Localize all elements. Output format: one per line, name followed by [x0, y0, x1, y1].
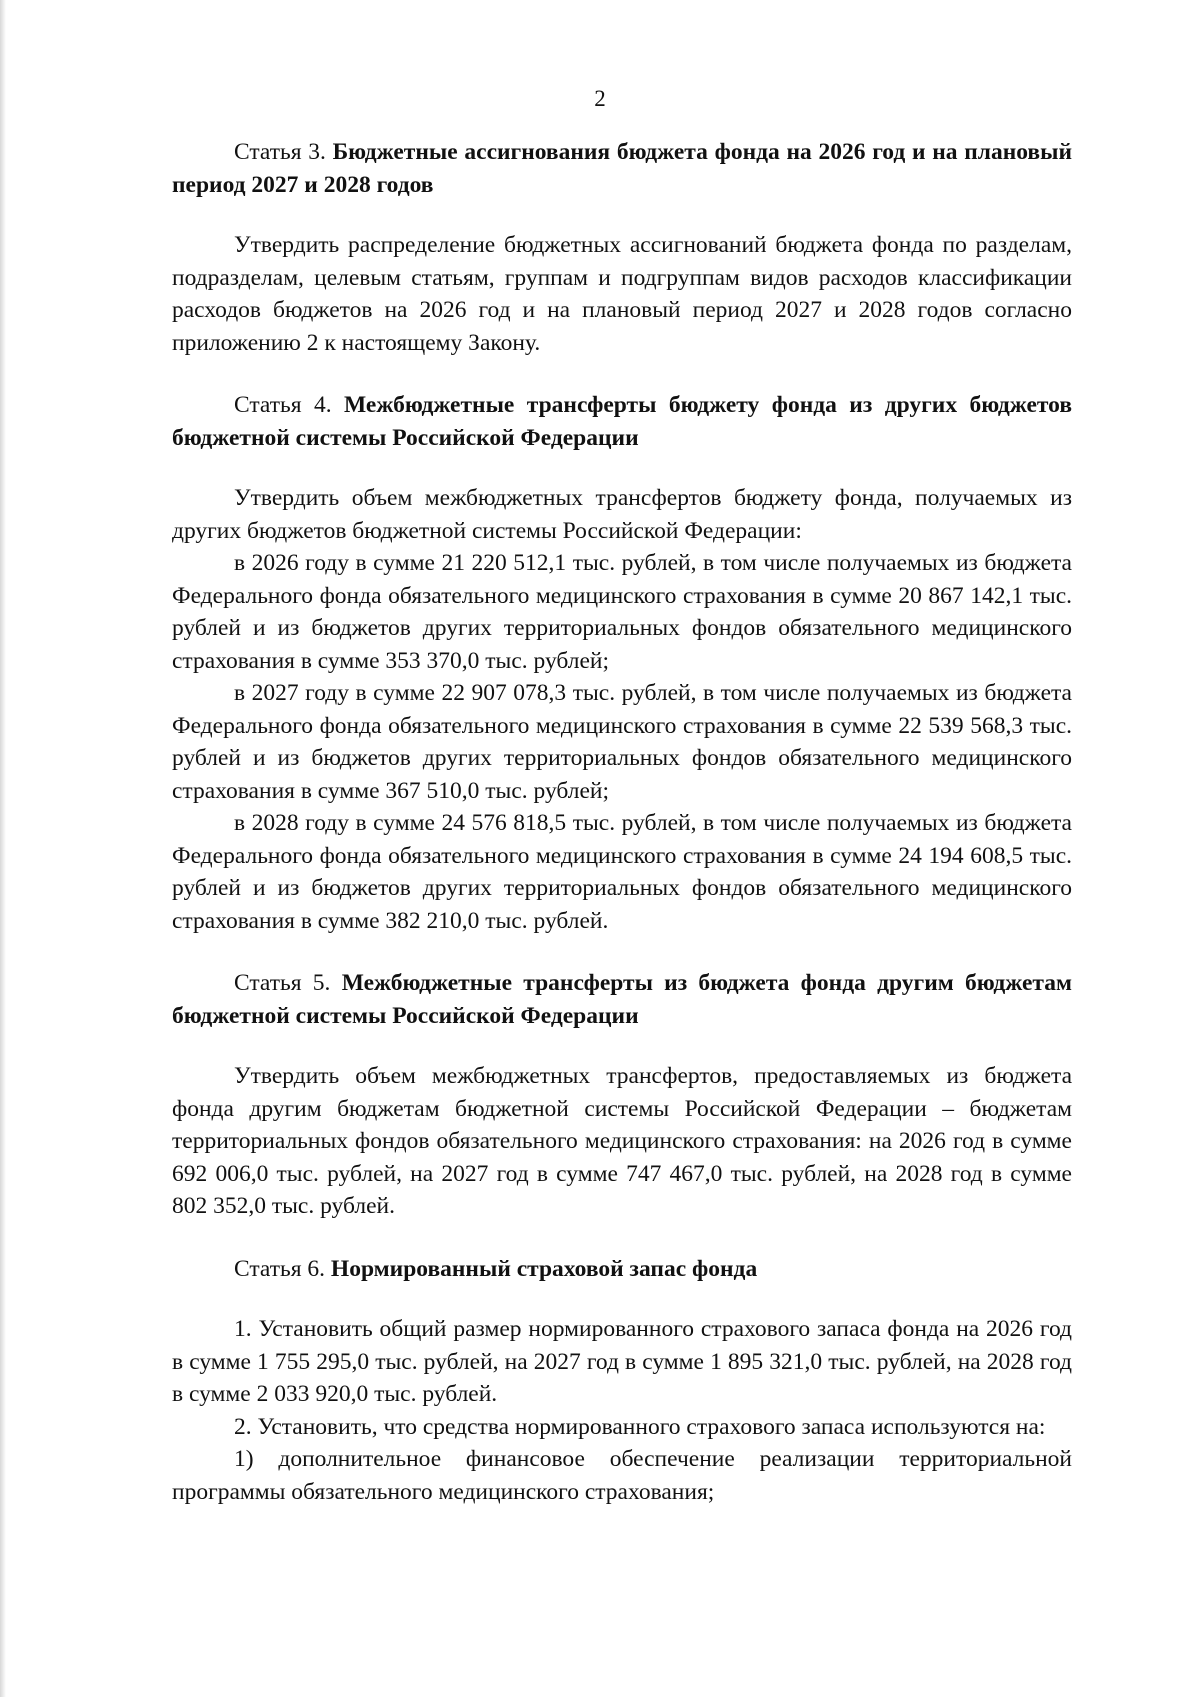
article-5-title: Межбюджетные трансферты из бюджета фонда другим бюджетам бюджетной системы Российской Федерации [172, 970, 1073, 1029]
document-body [172, 136, 1072, 1508]
scan-edge [0, 0, 6, 1697]
article-6-paragraph-3: 1) дополнительное финансовое обеспечение реализации территориальной программы обязательного медицинского страхования; [172, 1446, 1072, 1505]
article-3-label: Статья 3. [234, 139, 326, 165]
page-number: 2 [594, 86, 606, 111]
article-5-paragraph-1: Утвердить объем межбюджетных трансфертов, предоставляемых из бюджета фонда другим бюджетам бюджетной системы Российской Федерации – бюджетам территориальных фондов обязательного медицинского страхования: на 2026 год в сумме 692 006,0 тыс. рублей, на 2027 год в сумме 747 467,0 тыс. рублей, на 2028 год в сумме 802 352,0 тыс. рублей. [172, 1063, 1072, 1219]
article-4-paragraph-3: в 2027 году в сумме 22 907 078,3 тыс. рублей, в том числе получаемых из бюджета Федерального фонда обязательного медицинского страхования в сумме 22 539 568,3 тыс. рублей и из бюджетов других территориальных фондов обязательного медицинского страхования в сумме 367 510,0 тыс. рублей; [172, 680, 1072, 804]
article-5-heading [172, 967, 1072, 1032]
article-4-heading [172, 389, 1072, 454]
article-4-paragraph-1: Утвердить объем межбюджетных трансфертов бюджету фонда, получаемых из других бюджетов бюджетной системы Российской Федерации: [172, 485, 1072, 544]
article-6-paragraph-2: 2. Установить, что средства нормированного страхового запаса используются на: [234, 1413, 1046, 1440]
article-4-paragraph-4: в 2028 году в сумме 24 576 818,5 тыс. рублей, в том числе получаемых из бюджета Федерального фонда обязательного медицинского страхования в сумме 24 194 608,5 тыс. рублей и из бюджетов других территориальных фондов обязательного медицинского страхования в сумме 382 210,0 тыс. рублей. [172, 810, 1072, 934]
article-6-label: Статья 6. [234, 1255, 326, 1282]
article-3-title: Бюджетные ассигнования бюджета фонда на 2026 год и на плановый период 2027 и 2028 годов [172, 139, 1072, 198]
article-5-label: Статья 5. [234, 970, 331, 996]
article-4-title: Межбюджетные трансферты бюджету фонда из других бюджетов бюджетной системы Российской Федерации [172, 392, 1073, 451]
article-3-heading [172, 136, 1072, 201]
article-4-label: Статья 4. [234, 392, 332, 418]
article-6-heading [172, 1253, 1072, 1286]
article-6-paragraph-1: 1. Установить общий размер нормированного страхового запаса фонда на 2026 год в сумме 1 755 295,0 тыс. рублей, на 2027 год в сумме 1 895 321,0 тыс. рублей, на 2028 год в сумме 2 033 920,0 тыс. рублей. [172, 1316, 1072, 1407]
article-6-title: Нормированный страховой запас фонда [330, 1255, 758, 1282]
article-4-paragraph-2: в 2026 году в сумме 21 220 512,1 тыс. рублей, в том числе получаемых из бюджета Федерального фонда обязательного медицинского страхования в сумме 20 867 142,1 тыс. рублей и из бюджетов других территориальных фондов обязательного медицинского страхования в сумме 353 370,0 тыс. рублей; [172, 550, 1072, 674]
article-3-paragraph-1: Утвердить распределение бюджетных ассигнований бюджета фонда по разделам, подразделам, целевым статьям, группам и подгруппам видов расходов классификации расходов бюджетов на 2026 год и на плановый период 2027 и 2028 годов согласно приложению 2 к настоящему Закону. [172, 232, 1072, 356]
